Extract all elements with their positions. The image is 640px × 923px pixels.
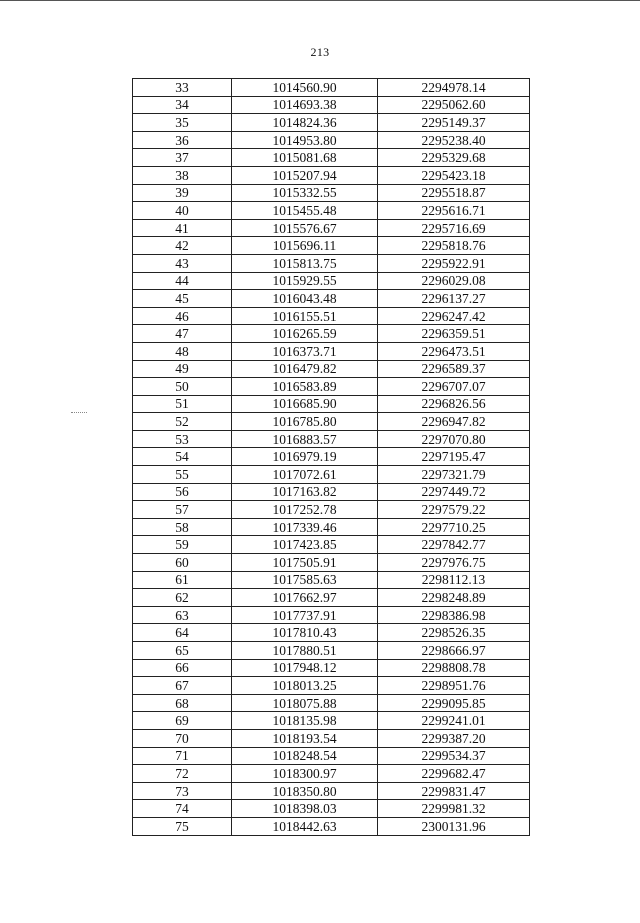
point-number-cell: 68 (133, 694, 232, 712)
point-number-cell: 39 (133, 184, 232, 202)
table-row (133, 307, 530, 325)
point-number-cell: 67 (133, 677, 232, 695)
point-number-cell: 38 (133, 166, 232, 184)
y-coordinate-cell: 2295716.69 (378, 219, 530, 237)
point-number-cell: 48 (133, 342, 232, 360)
point-number-cell: 73 (133, 782, 232, 800)
table-row (133, 219, 530, 237)
y-coordinate-cell: 2296247.42 (378, 307, 530, 325)
x-coordinate-cell: 1016479.82 (232, 360, 378, 378)
table-row (133, 554, 530, 572)
y-coordinate-cell: 2296826.56 (378, 395, 530, 413)
point-number-cell: 55 (133, 466, 232, 484)
x-coordinate-cell: 1018398.03 (232, 800, 378, 818)
y-coordinate-cell: 2299387.20 (378, 729, 530, 747)
point-number-cell: 49 (133, 360, 232, 378)
y-coordinate-cell: 2298808.78 (378, 659, 530, 677)
point-number-cell: 62 (133, 589, 232, 607)
point-number-cell: 46 (133, 307, 232, 325)
x-coordinate-cell: 1017948.12 (232, 659, 378, 677)
y-coordinate-cell: 2297579.22 (378, 501, 530, 519)
x-coordinate-cell: 1015929.55 (232, 272, 378, 290)
table-row (133, 237, 530, 255)
point-number-cell: 61 (133, 571, 232, 589)
table-row (133, 184, 530, 202)
y-coordinate-cell: 2298666.97 (378, 642, 530, 660)
table-row (133, 483, 530, 501)
x-coordinate-cell: 1017810.43 (232, 624, 378, 642)
point-number-cell: 45 (133, 290, 232, 308)
y-coordinate-cell: 2299241.01 (378, 712, 530, 730)
point-number-cell: 69 (133, 712, 232, 730)
table-row (133, 272, 530, 290)
point-number-cell: 66 (133, 659, 232, 677)
x-coordinate-cell: 1015813.75 (232, 254, 378, 272)
y-coordinate-cell: 2298386.98 (378, 606, 530, 624)
point-number-cell: 35 (133, 114, 232, 132)
y-coordinate-cell: 2296029.08 (378, 272, 530, 290)
table-row (133, 729, 530, 747)
x-coordinate-cell: 1016883.57 (232, 430, 378, 448)
table-row (133, 642, 530, 660)
table-row (133, 79, 530, 97)
table-row (133, 114, 530, 132)
table-row (133, 430, 530, 448)
x-coordinate-cell: 1018193.54 (232, 729, 378, 747)
table-row (133, 448, 530, 466)
point-number-cell: 60 (133, 554, 232, 572)
table-row (133, 712, 530, 730)
x-coordinate-cell: 1018135.98 (232, 712, 378, 730)
point-number-cell: 70 (133, 729, 232, 747)
point-number-cell: 72 (133, 765, 232, 783)
point-number-cell: 40 (133, 202, 232, 220)
x-coordinate-cell: 1018075.88 (232, 694, 378, 712)
point-number-cell: 63 (133, 606, 232, 624)
y-coordinate-cell: 2296589.37 (378, 360, 530, 378)
y-coordinate-cell: 2296947.82 (378, 413, 530, 431)
x-coordinate-cell: 1018013.25 (232, 677, 378, 695)
x-coordinate-cell: 1016979.19 (232, 448, 378, 466)
x-coordinate-cell: 1015696.11 (232, 237, 378, 255)
table-row (133, 360, 530, 378)
y-coordinate-cell: 2297842.77 (378, 536, 530, 554)
y-coordinate-cell: 2296359.51 (378, 325, 530, 343)
margin-mark (71, 412, 87, 413)
y-coordinate-cell: 2295922.91 (378, 254, 530, 272)
y-coordinate-cell: 2299981.32 (378, 800, 530, 818)
x-coordinate-cell: 1017880.51 (232, 642, 378, 660)
x-coordinate-cell: 1017252.78 (232, 501, 378, 519)
table-row (133, 571, 530, 589)
y-coordinate-cell: 2297195.47 (378, 448, 530, 466)
x-coordinate-cell: 1015455.48 (232, 202, 378, 220)
table-row (133, 694, 530, 712)
y-coordinate-cell: 2299534.37 (378, 747, 530, 765)
x-coordinate-cell: 1016373.71 (232, 342, 378, 360)
y-coordinate-cell: 2295062.60 (378, 96, 530, 114)
point-number-cell: 50 (133, 378, 232, 396)
y-coordinate-cell: 2298526.35 (378, 624, 530, 642)
table-row (133, 378, 530, 396)
point-number-cell: 71 (133, 747, 232, 765)
y-coordinate-cell: 2298112.13 (378, 571, 530, 589)
point-number-cell: 51 (133, 395, 232, 413)
table-row (133, 202, 530, 220)
x-coordinate-cell: 1016043.48 (232, 290, 378, 308)
x-coordinate-cell: 1016785.80 (232, 413, 378, 431)
y-coordinate-cell: 2297070.80 (378, 430, 530, 448)
table-row (133, 254, 530, 272)
y-coordinate-cell: 2300131.96 (378, 817, 530, 835)
x-coordinate-cell: 1014824.36 (232, 114, 378, 132)
x-coordinate-cell: 1018350.80 (232, 782, 378, 800)
x-coordinate-cell: 1018300.97 (232, 765, 378, 783)
table-row (133, 342, 530, 360)
table-row (133, 501, 530, 519)
x-coordinate-cell: 1017662.97 (232, 589, 378, 607)
y-coordinate-cell: 2294978.14 (378, 79, 530, 97)
y-coordinate-cell: 2297321.79 (378, 466, 530, 484)
y-coordinate-cell: 2296473.51 (378, 342, 530, 360)
table-row (133, 413, 530, 431)
y-coordinate-cell: 2297976.75 (378, 554, 530, 572)
point-number-cell: 37 (133, 149, 232, 167)
table-row (133, 131, 530, 149)
point-number-cell: 74 (133, 800, 232, 818)
x-coordinate-cell: 1015081.68 (232, 149, 378, 167)
x-coordinate-cell: 1017072.61 (232, 466, 378, 484)
y-coordinate-cell: 2298248.89 (378, 589, 530, 607)
y-coordinate-cell: 2299682.47 (378, 765, 530, 783)
table-row (133, 765, 530, 783)
y-coordinate-cell: 2295238.40 (378, 131, 530, 149)
y-coordinate-cell: 2298951.76 (378, 677, 530, 695)
point-number-cell: 75 (133, 817, 232, 835)
x-coordinate-cell: 1014693.38 (232, 96, 378, 114)
table-row (133, 589, 530, 607)
x-coordinate-cell: 1018442.63 (232, 817, 378, 835)
table-row (133, 96, 530, 114)
y-coordinate-cell: 2295149.37 (378, 114, 530, 132)
table-row (133, 395, 530, 413)
y-coordinate-cell: 2297710.25 (378, 518, 530, 536)
point-number-cell: 53 (133, 430, 232, 448)
point-number-cell: 44 (133, 272, 232, 290)
table-row (133, 149, 530, 167)
point-number-cell: 52 (133, 413, 232, 431)
table-row (133, 782, 530, 800)
table-row (133, 677, 530, 695)
y-coordinate-cell: 2295616.71 (378, 202, 530, 220)
table-row (133, 536, 530, 554)
point-number-cell: 58 (133, 518, 232, 536)
y-coordinate-cell: 2299095.85 (378, 694, 530, 712)
table-row (133, 817, 530, 835)
table-row (133, 624, 530, 642)
point-number-cell: 36 (133, 131, 232, 149)
coordinates-table-body (133, 79, 530, 836)
point-number-cell: 65 (133, 642, 232, 660)
x-coordinate-cell: 1016685.90 (232, 395, 378, 413)
y-coordinate-cell: 2296137.27 (378, 290, 530, 308)
top-border-line (0, 0, 640, 1)
point-number-cell: 56 (133, 483, 232, 501)
y-coordinate-cell: 2299831.47 (378, 782, 530, 800)
coordinates-table (132, 78, 530, 836)
x-coordinate-cell: 1016265.59 (232, 325, 378, 343)
table-row (133, 800, 530, 818)
x-coordinate-cell: 1017737.91 (232, 606, 378, 624)
point-number-cell: 59 (133, 536, 232, 554)
table-row (133, 747, 530, 765)
y-coordinate-cell: 2295818.76 (378, 237, 530, 255)
x-coordinate-cell: 1017423.85 (232, 536, 378, 554)
y-coordinate-cell: 2296707.07 (378, 378, 530, 396)
table-row (133, 325, 530, 343)
table-row (133, 606, 530, 624)
y-coordinate-cell: 2297449.72 (378, 483, 530, 501)
x-coordinate-cell: 1015332.55 (232, 184, 378, 202)
point-number-cell: 33 (133, 79, 232, 97)
x-coordinate-cell: 1014953.80 (232, 131, 378, 149)
x-coordinate-cell: 1016583.89 (232, 378, 378, 396)
point-number-cell: 43 (133, 254, 232, 272)
x-coordinate-cell: 1015207.94 (232, 166, 378, 184)
page-number: 213 (310, 45, 330, 59)
y-coordinate-cell: 2295423.18 (378, 166, 530, 184)
table-row (133, 290, 530, 308)
point-number-cell: 34 (133, 96, 232, 114)
x-coordinate-cell: 1017163.82 (232, 483, 378, 501)
x-coordinate-cell: 1018248.54 (232, 747, 378, 765)
point-number-cell: 42 (133, 237, 232, 255)
point-number-cell: 41 (133, 219, 232, 237)
point-number-cell: 47 (133, 325, 232, 343)
point-number-cell: 57 (133, 501, 232, 519)
x-coordinate-cell: 1017505.91 (232, 554, 378, 572)
point-number-cell: 54 (133, 448, 232, 466)
x-coordinate-cell: 1015576.67 (232, 219, 378, 237)
y-coordinate-cell: 2295518.87 (378, 184, 530, 202)
y-coordinate-cell: 2295329.68 (378, 149, 530, 167)
x-coordinate-cell: 1016155.51 (232, 307, 378, 325)
x-coordinate-cell: 1017585.63 (232, 571, 378, 589)
point-number-cell: 64 (133, 624, 232, 642)
table-row (133, 166, 530, 184)
table-row (133, 659, 530, 677)
x-coordinate-cell: 1017339.46 (232, 518, 378, 536)
table-row (133, 466, 530, 484)
x-coordinate-cell: 1014560.90 (232, 79, 378, 97)
table-row (133, 518, 530, 536)
